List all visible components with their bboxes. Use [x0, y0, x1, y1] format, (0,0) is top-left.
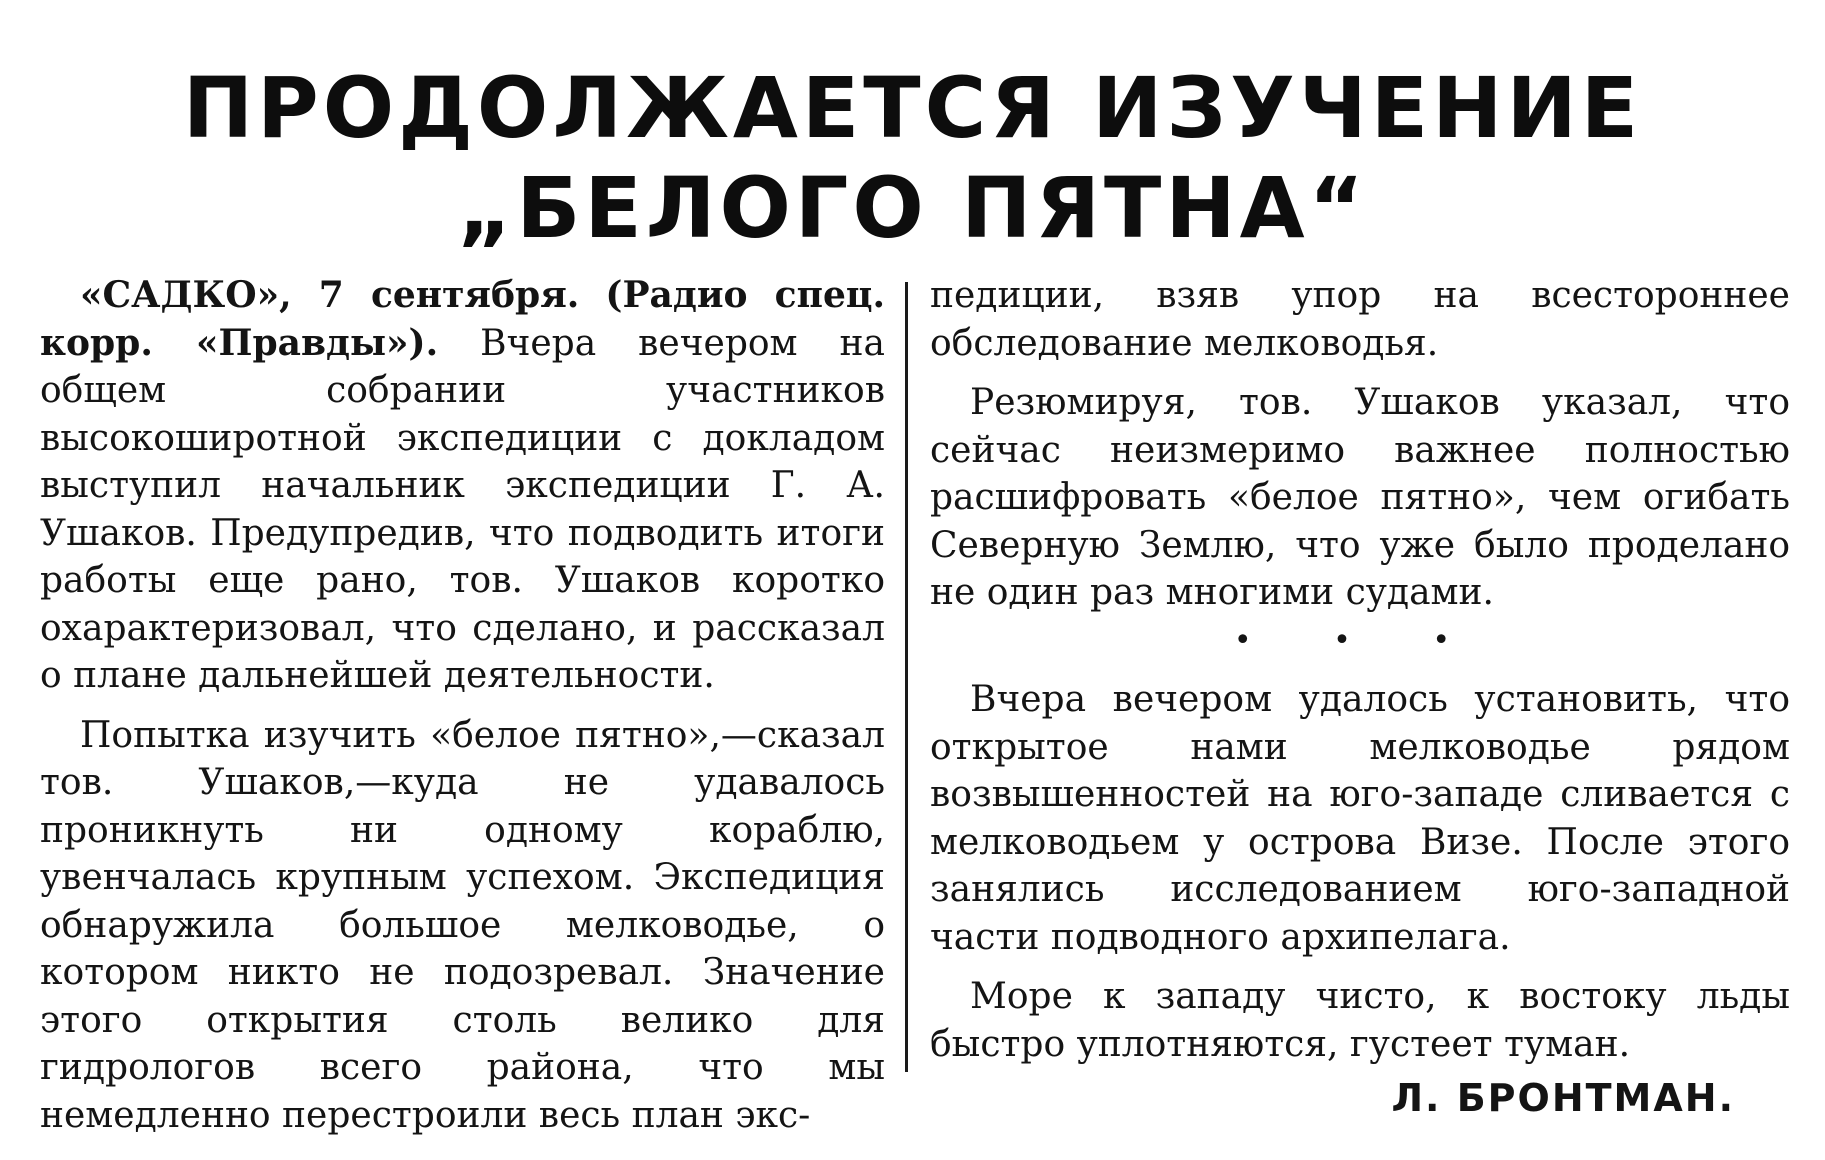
body-paragraph-4: Вчера вечером удалось установить, что открытое нами мелководье рядом возвышенностей на юго-западе сливается с мелководьем у острова Визе. После этого занялись исследованием юго-западной части подводного архипелага. — [930, 679, 1790, 958]
lead-paragraph — [40, 272, 885, 700]
body-paragraph-2: Попытка изучить «белое пятно»,—сказал тов. Ушаков,—куда не удавалось проникнуть ни одному кораблю, увенчалась крупным успехом. Экспедиция обнаружила большое мелководье, о котором никто не подозревал. Значение этого открытия столь велико для гидрологов всего района, что мы немедленно перестроили весь план экс- — [40, 714, 885, 1136]
section-separator: • • • — [1233, 622, 1487, 658]
dateline-source: (Радио спец. корр. «Правды»). — [40, 274, 885, 364]
dateline-place: «САДКО», 7 сентября. — [80, 274, 580, 316]
article-column-right — [930, 272, 1790, 1128]
body-paragraph-continuation: педиции, взяв упор на всестороннее обследование мелководья. — [930, 275, 1790, 364]
headline-line-2: „БЕЛОГО ПЯТНА“ — [457, 159, 1368, 257]
body-paragraph-3: Резюмируя, тов. Ушаков указал, что сейчас неизмеримо важнее полностью расшифровать «белое пятно», чем огибать Северную Землю, что уже было проделано не один раз многими судами. — [930, 382, 1790, 613]
lead-paragraph-text: Вчера вечером на общем собрании участников высокоширотной экспедиции с докладом выступил начальник экспедиции Г. А. Ушаков. Предупредив, что подводить итоги работы еще рано, тов. Ушаков коротко охарактеризовал, что сделано, и рассказал о плане дальнейшей деятельности. — [40, 322, 885, 696]
author-signature: Л. БРОНТМАН. — [1391, 1076, 1735, 1120]
headline-line-1: ПРОДОЛЖАЕТСЯ ИЗУЧЕНИЕ — [182, 59, 1643, 157]
column-divider — [905, 282, 908, 1072]
body-paragraph-5: Море к западу чисто, к востоку льды быстро уплотняются, густеет туман. — [930, 976, 1790, 1065]
article-column-left — [40, 272, 885, 1139]
